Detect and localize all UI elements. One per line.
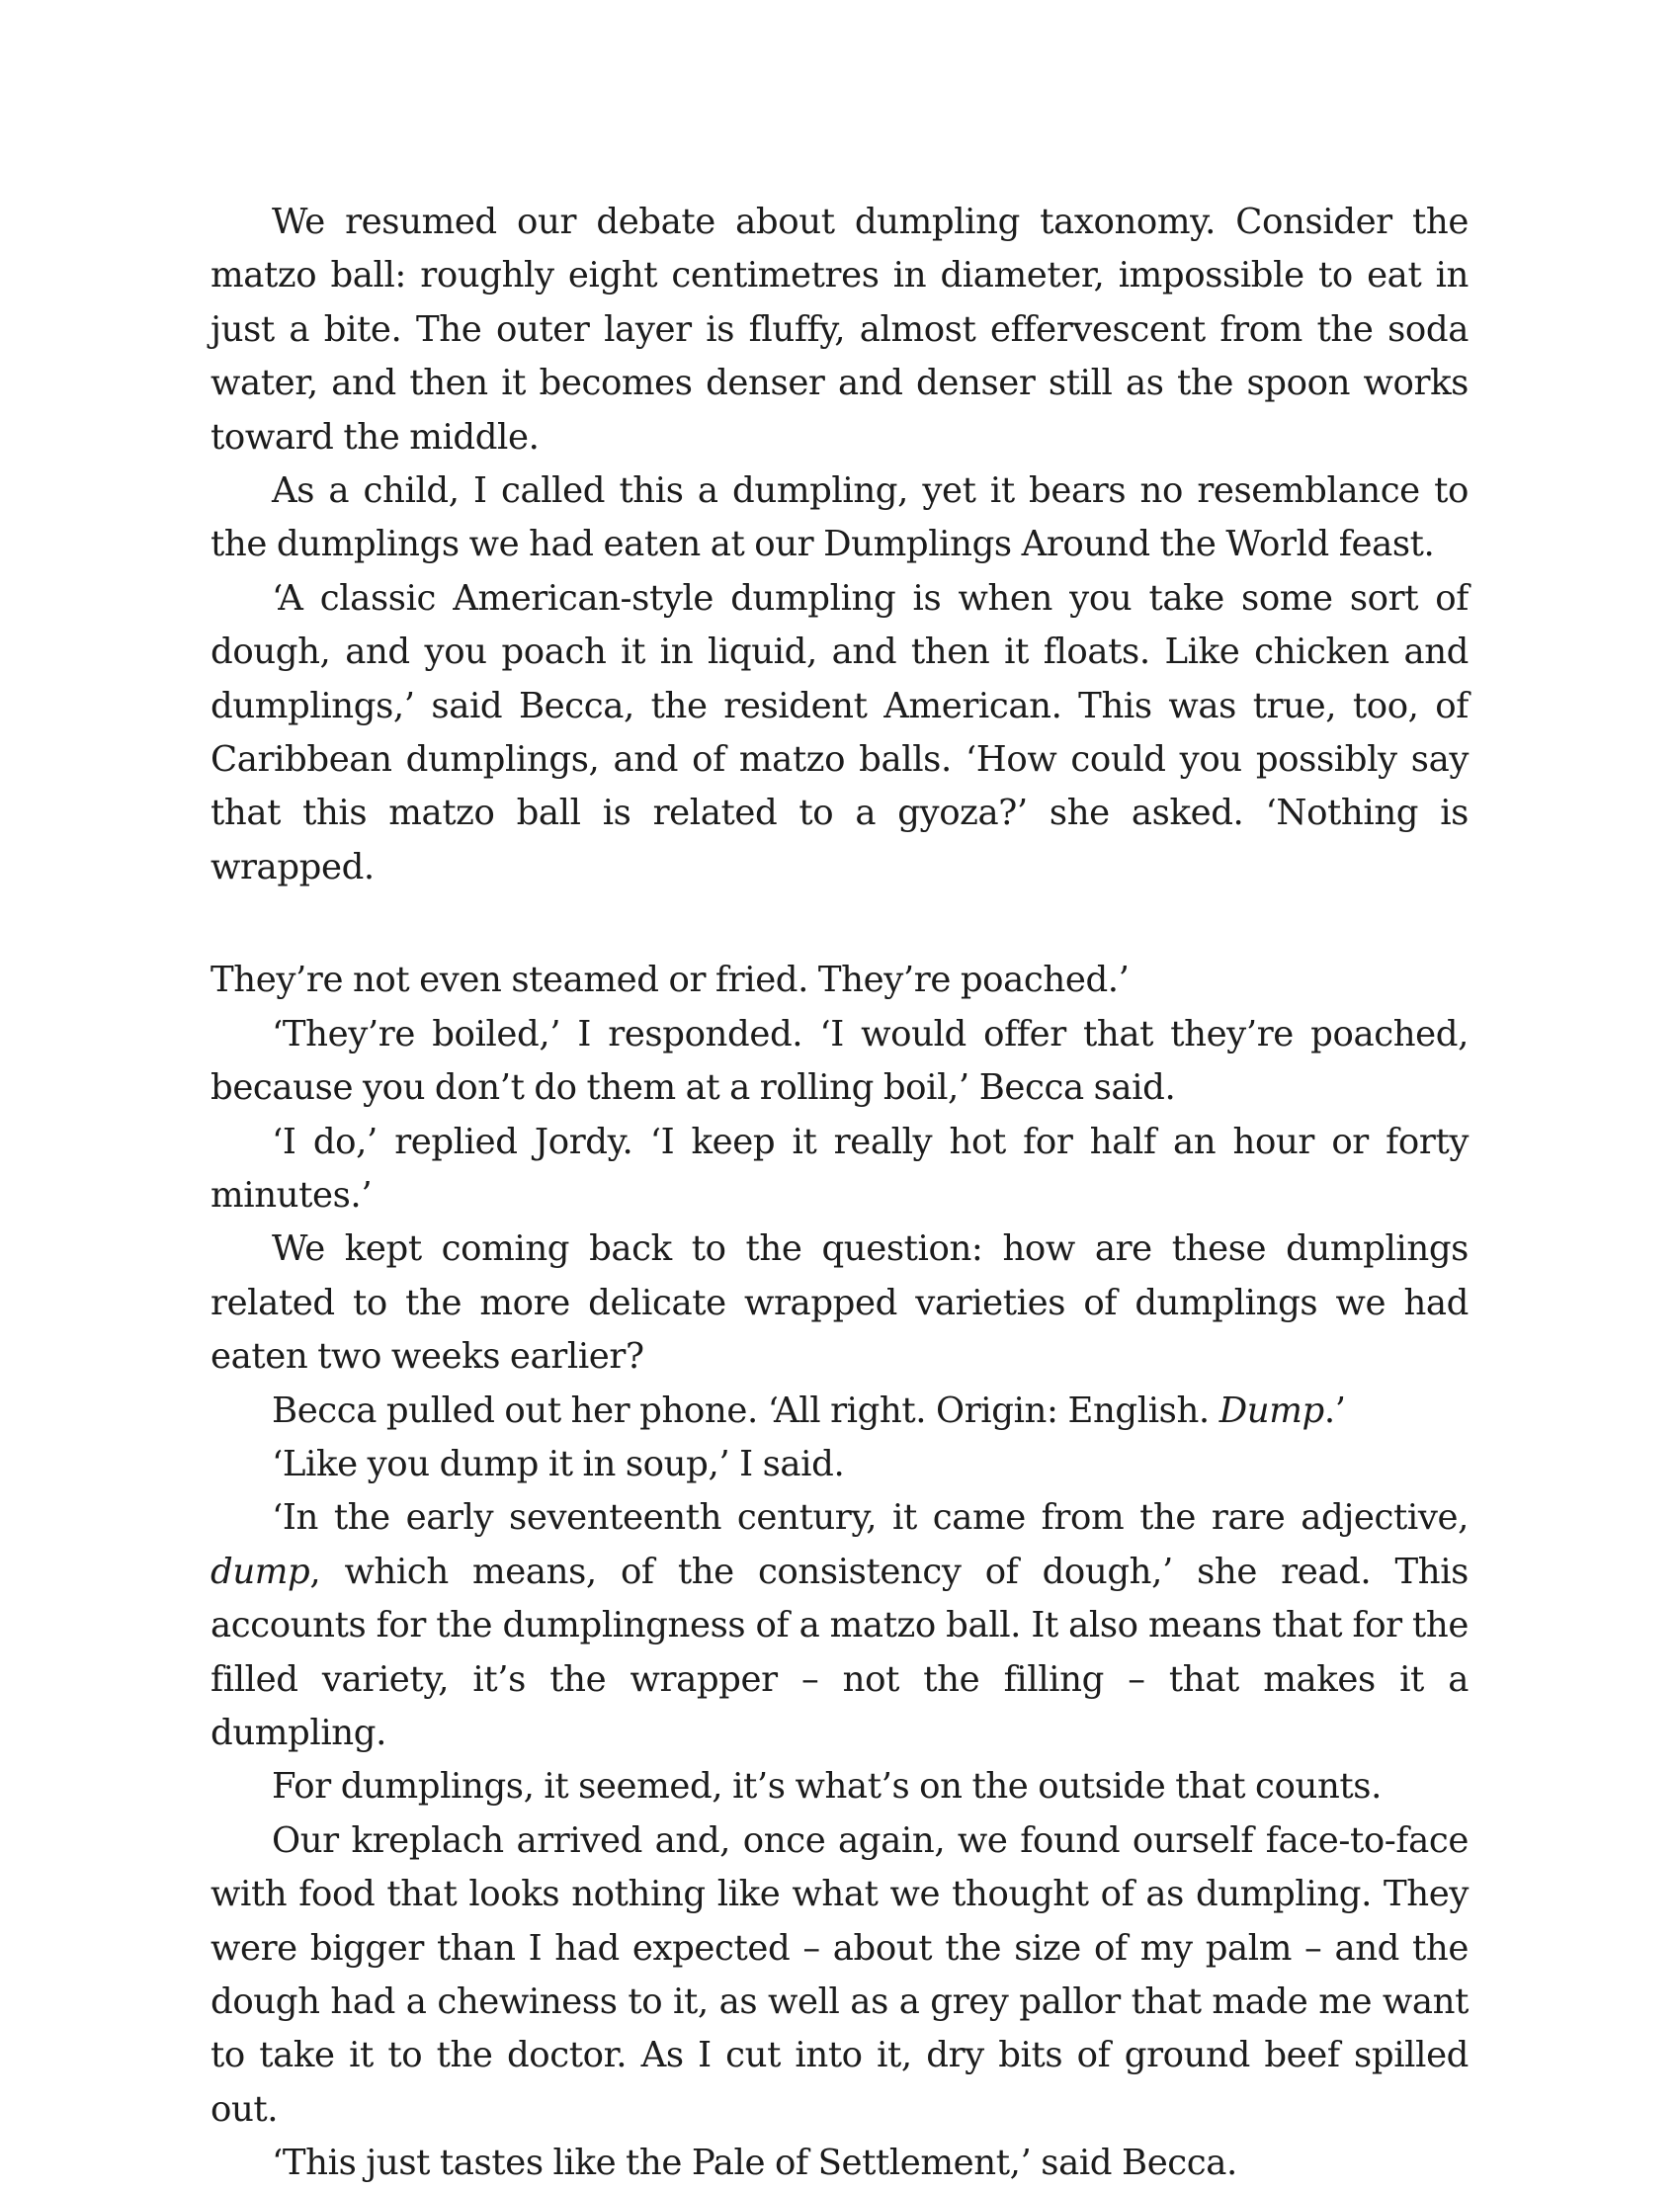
page-body xyxy=(210,196,1469,2191)
paragraph: ‘They’re boiled,’ I responded. ‘I would offer that they’re poached, because you don’t do them at a rolling boil,’ Becca said. xyxy=(210,1013,1469,1109)
text-block-bottom xyxy=(210,954,1469,2190)
paragraph xyxy=(210,1385,1469,1438)
paragraph: For dumplings, it seemed, it’s what’s on the outside that counts. xyxy=(272,1766,1382,1808)
paragraph: ‘A classic American-style dumpling is when you take some sort of dough, and you poach it in liquid, and then it floats. Like chicken and dumplings,’ said Becca, the resident American. This was true, too, of Caribbean dumplings, and of matzo balls. ‘How could you possibly say that this matzo ball is related to a gyoza?’ she asked. ‘Nothing is wrapped. xyxy=(210,577,1469,887)
italic-term: dump xyxy=(210,1551,310,1592)
paragraph xyxy=(210,1491,1469,1760)
text-block-top xyxy=(210,196,1469,894)
italic-term: Dump xyxy=(1218,1390,1324,1431)
paragraph: ‘This just tastes like the Pale of Settlement,’ said Becca. xyxy=(272,2143,1237,2184)
text-run: Becca pulled out her phone. ‘All right. Origin: English. xyxy=(272,1390,1219,1431)
paragraph: ‘I do,’ replied Jordy. ‘I keep it really hot for half an hour or forty minutes.’ xyxy=(210,1121,1469,1216)
section-gap xyxy=(210,894,1469,954)
paragraph: ‘Like you dump it in soup,’ I said. xyxy=(272,1443,845,1484)
paragraph: We kept coming back to the question: how are these dumplings related to the more delicate wrapped varieties of dumplings we had eaten two weeks earlier? xyxy=(210,1228,1469,1378)
text-run: .’ xyxy=(1323,1390,1346,1431)
paragraph-continued: They’re not even steamed or fried. They’re poached.’ xyxy=(210,960,1130,1001)
paragraph: We resumed our debate about dumpling taxonomy. Consider the matzo ball: roughly eight centimetres in diameter, impossible to eat in just a bite. The outer layer is fluffy, almost effervescent from the soda water, and then it becomes denser and denser still as the spoon works toward the middle. xyxy=(210,202,1469,458)
text-run: ‘In the early seventeenth century, it came from the rare adjective, xyxy=(272,1497,1469,1539)
paragraph: As a child, I called this a dumpling, yet it bears no resemblance to the dumplings we had eaten at our Dumplings Around the World feast. xyxy=(210,470,1469,565)
paragraph: Our kreplach arrived and, once again, we found ourself face-to-face with food that looks nothing like what we thought of as dumpling. They were bigger than I had expected – about the size of my palm – and the dough had a chewiness to it, as well as a grey pallor that made me want to take it to the doctor. As I cut into it, dry bits of ground beef spilled out. xyxy=(210,1819,1469,2130)
text-run: , which means, of the consistency of dough,’ she read. This accounts for the dumplingness of a matzo ball. It also means that for the filled variety, it’s the wrapper – not the filling – that makes it a dumpling. xyxy=(210,1551,1469,1753)
